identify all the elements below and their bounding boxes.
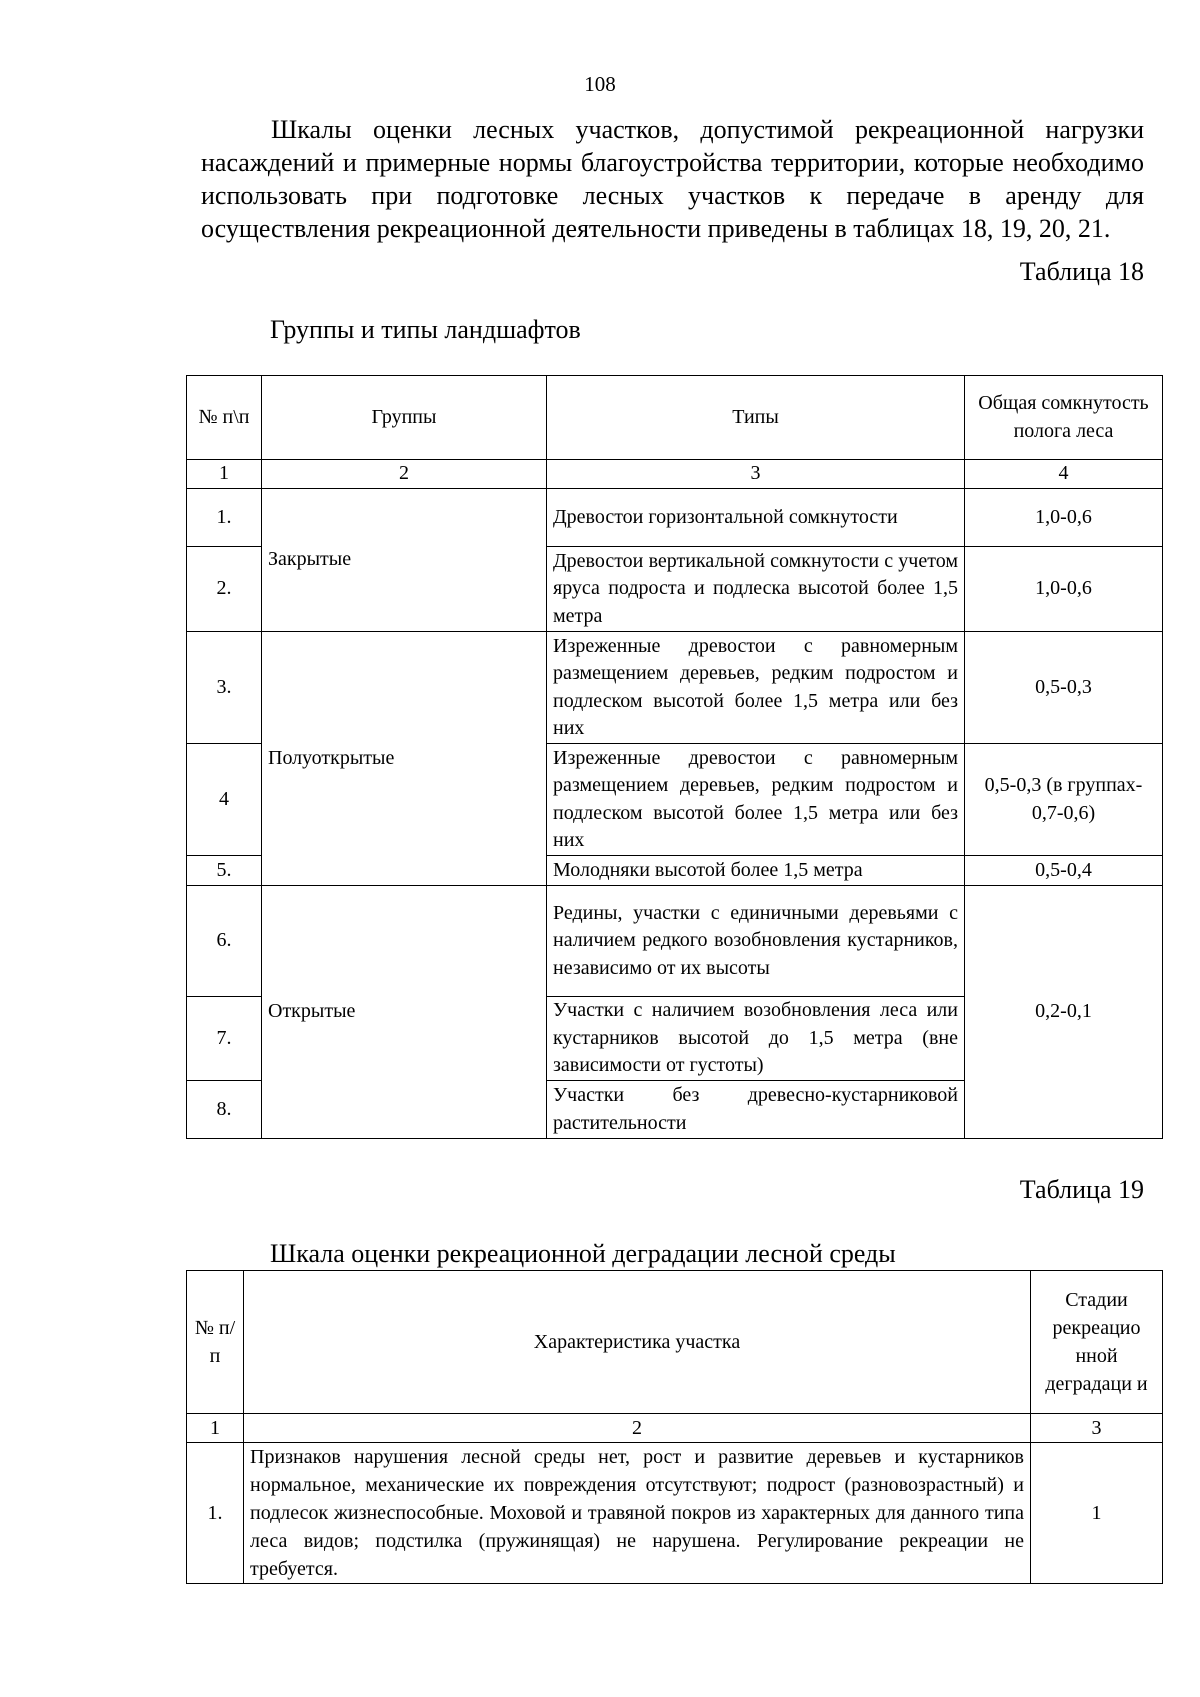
closure-cell: 0,5-0,3	[965, 632, 1163, 744]
row-number: 3.	[187, 632, 262, 744]
row-number: 5.	[187, 856, 262, 886]
table-row	[187, 489, 1163, 547]
type-cell: Древостои вертикальной сомкнутости с учетом яруса подроста и подлеска высотой более 1,5 метра	[547, 547, 965, 632]
group-cell: Полуоткрытые	[262, 632, 547, 886]
row-number: 2.	[187, 547, 262, 632]
type-cell: Изреженные древостои с равномерным размещением деревьев, редким подростом и подлеском высотой более 1,5 метра или без них	[547, 744, 965, 856]
table-row	[187, 886, 1163, 997]
closure-cell: 0,2-0,1	[965, 886, 1163, 1139]
table-header-row	[187, 1271, 1163, 1414]
type-cell: Участки с наличием возобновления леса или кустарников высотой до 1,5 метра (вне зависимости от густоты)	[547, 997, 965, 1081]
type-cell: Редины, участки с единичными деревьями с наличием редкого возобновления кустарников, независимо от их высоты	[547, 886, 965, 997]
table-row	[187, 632, 1163, 744]
type-cell: Древостои горизонтальной сомкнутости	[547, 489, 965, 547]
table-row	[187, 1443, 1163, 1584]
closure-cell: 1,0-0,6	[965, 547, 1163, 632]
header-groups: Группы	[262, 376, 547, 460]
col-number: 2	[262, 460, 547, 489]
row-number: 7.	[187, 997, 262, 1081]
table-19	[186, 1270, 1163, 1584]
closure-cell: 0,5-0,3 (в группах- 0,7-0,6)	[965, 744, 1163, 856]
row-number: 1.	[187, 1443, 244, 1584]
col-number: 2	[244, 1414, 1031, 1443]
row-number: 4	[187, 744, 262, 856]
header-stage: Стадии рекреацио нной деградаци и	[1031, 1271, 1163, 1414]
column-number-row	[187, 1414, 1163, 1443]
column-number-row	[187, 460, 1163, 489]
stage-cell: 1	[1031, 1443, 1163, 1584]
col-number: 4	[965, 460, 1163, 489]
header-closure: Общая сомкнутость полога леса	[965, 376, 1163, 460]
header-characteristic: Характеристика участка	[244, 1271, 1031, 1414]
row-number: 6.	[187, 886, 262, 997]
characteristic-cell: Признаков нарушения лесной среды нет, рост и развитие деревьев и кустарников нормальное, механические их повреждения отсутствуют; подрост (разновозрастный) и подлесок жизнеспособные. Моховой и травяной покров из характерных для данного типа леса видов; подстилка (пружинящая) не нарушена. Регулирование рекреации не требуется.	[244, 1443, 1031, 1584]
table-18-label: Таблица 18	[1019, 257, 1144, 286]
table-19-label: Таблица 19	[1019, 1175, 1144, 1204]
type-cell: Молодняки высотой более 1,5 метра	[547, 856, 965, 886]
page-number: 108	[584, 72, 616, 96]
intro-paragraph: Шкалы оценки лесных участков, допустимой рекреационной нагрузки насаждений и примерные нормы благоустройства территории, которые необходимо использовать при подготовке лесных участков к передаче в аренду для осуществления рекреационной деятельности приведены в таблицах 18, 19, 20, 21.	[201, 115, 1144, 243]
col-number: 3	[547, 460, 965, 489]
table-18	[186, 375, 1163, 1139]
closure-cell: 0,5-0,4	[965, 856, 1163, 886]
type-cell: Изреженные древостои с равномерным размещением деревьев, редким подростом и подлеском высотой более 1,5 метра или без них	[547, 632, 965, 744]
header-num: № п\п	[187, 376, 262, 460]
col-number: 1	[187, 460, 262, 489]
table-19-title: Шкала оценки рекреационной деградации лесной среды	[270, 1239, 896, 1268]
group-cell: Закрытые	[262, 489, 547, 632]
row-number: 1.	[187, 489, 262, 547]
header-num: № п/п	[187, 1271, 244, 1414]
row-number: 8.	[187, 1081, 262, 1139]
type-cell: Участки без древесно-кустарниковой растительности	[547, 1081, 965, 1139]
closure-cell: 1,0-0,6	[965, 489, 1163, 547]
col-number: 3	[1031, 1414, 1163, 1443]
col-number: 1	[187, 1414, 244, 1443]
group-cell: Открытые	[262, 886, 547, 1139]
header-types: Типы	[547, 376, 965, 460]
table-header-row	[187, 376, 1163, 460]
table-18-title: Группы и типы ландшафтов	[270, 315, 581, 344]
